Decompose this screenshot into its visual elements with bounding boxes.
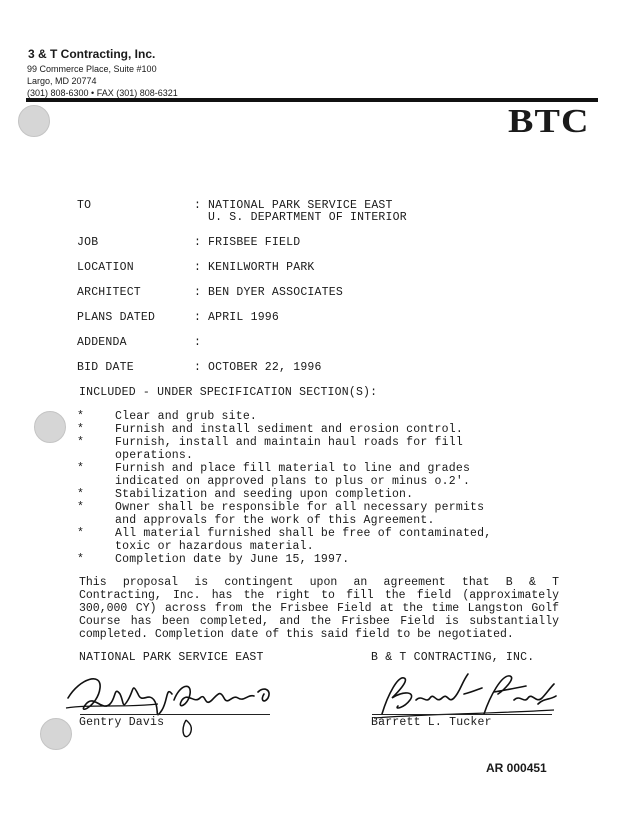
included-heading: INCLUDED - UNDER SPECIFICATION SECTION(S):	[79, 386, 378, 399]
signatory-name-right: Barrett L. Tucker	[371, 716, 492, 729]
field-value-bid-date: OCTOBER 22, 1996	[208, 361, 322, 374]
field-colon: :	[194, 236, 202, 249]
paragraph-line: This proposal is contingent upon an agreement that B & T	[79, 576, 559, 589]
signature-org-right: B & T CONTRACTING, INC.	[371, 651, 535, 664]
list-bullet: *	[77, 462, 85, 475]
paragraph-line: completed. Completion date of this said field to be negotiated.	[79, 628, 514, 641]
field-colon: :	[194, 336, 202, 349]
paragraph-line: 300,000 CY) across from the Frisbee Field at the time Langston Golf	[79, 602, 559, 615]
list-item: Completion date by June 15, 1997.	[115, 553, 350, 566]
btc-logo: BTC	[508, 103, 590, 140]
field-label-bid-date: BID DATE	[77, 361, 134, 374]
company-phone-fax: (301) 808-6300 • FAX (301) 808-6321	[27, 88, 178, 98]
signatory-name-left: Gentry Davis	[79, 716, 165, 729]
field-value-location: KENILWORTH PARK	[208, 261, 315, 274]
paragraph-line: Contracting, Inc. has the right to fill the field (approximately	[79, 589, 559, 602]
list-bullet: *	[77, 527, 85, 540]
field-colon: :	[194, 311, 202, 324]
list-item: Clear and grub site.	[115, 410, 258, 423]
list-item-continued: and approvals for the work of this Agreement.	[115, 514, 435, 527]
document-number: AR 000451	[486, 761, 547, 775]
list-item: Furnish, install and maintain haul roads for fill	[115, 436, 463, 449]
signature-line-right	[372, 714, 552, 715]
list-item: Furnish and install sediment and erosion control.	[115, 423, 463, 436]
list-bullet: *	[77, 553, 85, 566]
list-item-continued: toxic or hazardous material.	[115, 540, 314, 553]
field-value-plans-dated: APRIL 1996	[208, 311, 280, 324]
field-label-to: TO	[77, 199, 92, 212]
field-label-location: LOCATION	[77, 261, 134, 274]
field-colon: :	[194, 199, 202, 212]
field-label-architect: ARCHITECT	[77, 286, 141, 299]
list-bullet: *	[77, 410, 85, 423]
field-value-to: NATIONAL PARK SERVICE EAST	[208, 199, 393, 212]
list-bullet: *	[77, 423, 85, 436]
field-value-architect: BEN DYER ASSOCIATES	[208, 286, 343, 299]
field-value-job: FRISBEE FIELD	[208, 236, 301, 249]
list-item-continued: operations.	[115, 449, 194, 462]
field-colon: :	[194, 261, 202, 274]
list-item: Owner shall be responsible for all necessary permits	[115, 501, 485, 514]
list-item: Stabilization and seeding upon completion.	[115, 488, 414, 501]
field-value-to-line2: U. S. DEPARTMENT OF INTERIOR	[208, 211, 407, 224]
list-item: Furnish and place fill material to line and grades	[115, 462, 471, 475]
signature-barrett-tucker	[364, 664, 564, 724]
list-item: All material furnished shall be free of contaminated,	[115, 527, 492, 540]
field-label-plans-dated: PLANS DATED	[77, 311, 156, 324]
field-label-addenda: ADDENDA	[77, 336, 127, 349]
punch-hole-middle	[34, 411, 66, 443]
header-rule	[26, 98, 598, 102]
field-label-job: JOB	[77, 236, 99, 249]
list-bullet: *	[77, 501, 85, 514]
field-colon: :	[194, 286, 202, 299]
paragraph-line: Course has been completed, and the Frisbee Field is substantially	[79, 615, 559, 628]
company-city: Largo, MD 20774	[27, 76, 97, 86]
signature-org-left: NATIONAL PARK SERVICE EAST	[79, 651, 264, 664]
list-item-continued: indicated on approved plans to plus or minus o.2'.	[115, 475, 471, 488]
proposal-paragraph	[79, 576, 559, 641]
signature-gentry-davis	[62, 664, 302, 744]
punch-hole-top	[18, 105, 50, 137]
list-bullet: *	[77, 488, 85, 501]
field-colon: :	[194, 361, 202, 374]
company-address: 99 Commerce Place, Suite #100	[27, 64, 157, 74]
list-bullet: *	[77, 436, 85, 449]
signature-line-left	[80, 714, 270, 715]
company-name: 3 & T Contracting, Inc.	[28, 47, 156, 61]
